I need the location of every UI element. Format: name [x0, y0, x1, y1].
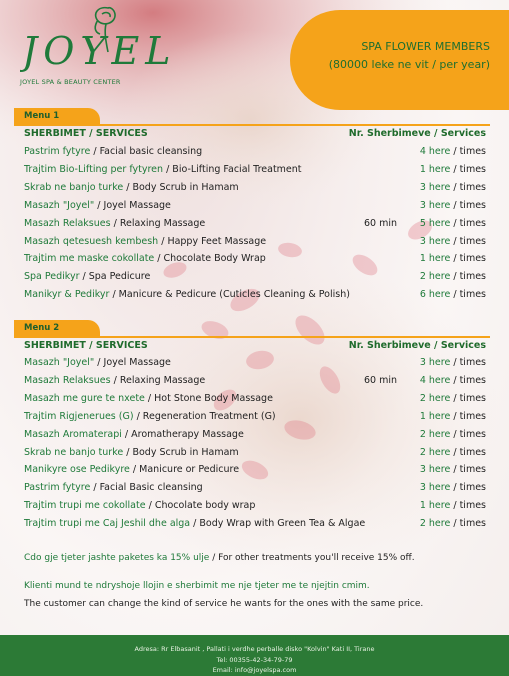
service-unit: times	[459, 410, 486, 422]
service-count: 4 here	[419, 374, 451, 386]
service-count: 3 here	[419, 464, 451, 476]
service-name-sq: Pastrim fytyre	[24, 482, 91, 494]
service-row: Masazh Aromaterapi / Aromatherapy Massage 2 here / times	[24, 428, 486, 440]
menu-1-count-header: Nr. Sherbimeve / Services	[348, 128, 486, 139]
menu-2-services-header: SHERBIMET / SERVICES	[24, 340, 148, 351]
service-name-sq: Masazh Aromaterapi	[24, 428, 122, 440]
service-name-en: Body Scrub in Hamam	[132, 181, 239, 193]
logo-subtitle: JOYEL SPA & BEAUTY CENTER	[20, 78, 121, 86]
service-count: 3 here	[419, 235, 451, 247]
menu-1-services-header: SHERBIMET / SERVICES	[24, 128, 148, 139]
discount-note: Cdo gje tjeter jashte paketes ka 15% ulje / For other treatments you'll receive 15% off.	[24, 553, 415, 563]
service-name-en: Joyel Massage	[103, 357, 171, 368]
service-name-en: Body Scrub in Hamam	[132, 446, 239, 458]
service-count: 2 here	[419, 271, 451, 283]
service-row: Manikyr & Pedikyr / Manicure & Pedicure (Cuticles Cleaning & Polish) 6 here / times	[24, 289, 486, 301]
service-name-en: Spa Pedicure	[88, 271, 151, 283]
service-count: 3 here	[419, 199, 451, 211]
service-name-sq: Trajtim trupi me cokollate	[24, 500, 146, 512]
footer-phone: Tel: 00355-42-34-79-79	[216, 656, 293, 664]
service-count: 3 here	[419, 181, 451, 193]
service-count: 1 here	[419, 163, 451, 175]
service-row: Masazh "Joyel" / Joyel Massage 3 here / times	[24, 357, 486, 368]
service-unit: times	[459, 518, 486, 530]
service-name-sq: Masazh me gure te nxete	[24, 392, 145, 404]
service-count: 3 here	[419, 357, 451, 368]
service-duration: 60 min	[364, 217, 398, 229]
service-row: Trajtim Rigjenerues (G) / Regeneration Treatment (G) 1 here / times	[24, 410, 486, 422]
service-name-sq: Skrab ne banjo turke	[24, 446, 124, 458]
service-count: 4 here	[419, 146, 451, 157]
change-note-en: The customer can change the kind of service he wants for the ones with the same price.	[24, 599, 424, 609]
service-name-en: Manicure & Pedicure (Cuticles Cleaning & Polish)	[118, 289, 350, 301]
service-count: 2 here	[419, 428, 451, 440]
service-row: Skrab ne banjo turke / Body Scrub in Hamam 3 here / times	[24, 181, 486, 193]
service-name-en: Facial Basic cleansing	[99, 482, 203, 494]
service-unit: times	[459, 374, 486, 386]
footer-address: Adresa: Rr Elbasanit , Pallati i verdhe perballe disko "Kolvin" Kati II, Tirane	[134, 645, 375, 653]
service-name-en: Chocolate Body Wrap	[163, 253, 266, 265]
logo-wordmark: JOYEL	[22, 29, 177, 73]
footer-email: Email: info@joyelspa.com	[212, 666, 297, 674]
service-name-sq: Trajtim Bio-Lifting per fytyren	[24, 163, 164, 175]
service-row: Masazh Relaksues / Relaxing Massage 60 min 5 here / times	[24, 217, 486, 229]
service-unit: times	[459, 428, 486, 440]
service-row: Manikyre ose Pedikyre / Manicure or Pedicure 3 here / times	[24, 464, 486, 476]
menu-1-label: Menu 1	[24, 111, 60, 121]
service-name-en: Chocolate body wrap	[154, 500, 256, 512]
service-name-sq: Masazh Relaksues	[24, 374, 111, 386]
service-unit: times	[459, 289, 486, 301]
menu-1-divider	[14, 124, 490, 126]
service-name-en: Bio-Lifting Facial Treatment	[172, 163, 302, 175]
service-unit: times	[459, 500, 486, 512]
service-unit: times	[459, 181, 486, 193]
service-name-sq: Trajtim me maske cokollate	[24, 253, 155, 265]
service-name-sq: Masazh "Joyel"	[24, 199, 95, 211]
membership-card	[290, 10, 509, 110]
service-unit: times	[459, 235, 486, 247]
service-row: Masazh qetesuesh kembesh / Happy Feet Massage 3 here / times	[24, 235, 486, 247]
service-name-sq: Trajtim trupi me Caj Jeshil dhe alga	[24, 518, 191, 530]
service-name-sq: Manikyr & Pedikyr	[24, 289, 110, 301]
service-name-en: Hot Stone Body Massage	[154, 392, 273, 404]
membership-price: (80000 leke ne vit / per year)	[328, 58, 490, 71]
service-count: 1 here	[419, 410, 451, 422]
service-name-sq: Skrab ne banjo turke	[24, 181, 124, 193]
service-unit: times	[459, 464, 486, 476]
service-unit: times	[459, 357, 486, 368]
service-unit: times	[459, 482, 486, 494]
service-row: Trajtim me maske cokollate / Chocolate Body Wrap 1 here / times	[24, 253, 486, 265]
service-name-sq: Pastrim fytyre	[24, 146, 91, 157]
service-unit: times	[459, 253, 486, 265]
service-name-en: Regeneration Treatment (G)	[142, 410, 276, 422]
service-unit: times	[459, 217, 486, 229]
service-row: Trajtim trupi me cokollate / Chocolate body wrap 1 here / times	[24, 500, 486, 512]
service-name-en: Joyel Massage	[103, 199, 171, 211]
service-count: 2 here	[419, 518, 451, 530]
service-row: Masazh "Joyel" / Joyel Massage 3 here / times	[24, 199, 486, 211]
service-name-en: Relaxing Massage	[119, 217, 206, 229]
service-name-en: Happy Feet Massage	[167, 235, 267, 247]
footer-contact	[0, 635, 509, 676]
service-unit: times	[459, 392, 486, 404]
service-unit: times	[459, 271, 486, 283]
service-name-sq: Trajtim Rigjenerues (G)	[24, 410, 134, 422]
service-name-sq: Spa Pedikyr	[24, 271, 80, 283]
service-name-en: Aromatherapy Massage	[131, 428, 244, 440]
service-count: 2 here	[419, 392, 451, 404]
service-unit: times	[459, 146, 486, 157]
service-row: Pastrim fytyre / Facial basic cleansing 4 here / times	[24, 146, 486, 157]
service-name-sq: Manikyre ose Pedikyre	[24, 464, 130, 476]
menu-2-label: Menu 2	[24, 323, 60, 333]
service-row: Trajtim trupi me Caj Jeshil dhe alga / Body Wrap with Green Tea & Algae 2 here / times	[24, 518, 486, 530]
service-count: 2 here	[419, 446, 451, 458]
membership-title: SPA FLOWER MEMBERS	[361, 40, 490, 53]
service-name-en: Body Wrap with Green Tea & Algae	[199, 518, 366, 530]
service-name-sq: Masazh Relaksues	[24, 217, 111, 229]
service-unit: times	[459, 163, 486, 175]
service-count: 1 here	[419, 253, 451, 265]
menu-2-divider	[14, 336, 490, 338]
service-count: 1 here	[419, 500, 451, 512]
menu-2-count-header: Nr. Sherbimeve / Services	[348, 340, 486, 351]
service-row: Skrab ne banjo turke / Body Scrub in Hamam 2 here / times	[24, 446, 486, 458]
service-unit: times	[459, 446, 486, 458]
service-row: Masazh Relaksues / Relaxing Massage 60 min 4 here / times	[24, 374, 486, 386]
service-count: 5 here	[419, 217, 451, 229]
service-name-sq: Masazh "Joyel"	[24, 357, 95, 368]
service-name-en: Facial basic cleansing	[99, 146, 203, 157]
change-note-sq: Klienti mund te ndryshoje llojin e sherbimit me nje tjeter me te njejtin cmim.	[24, 581, 370, 591]
service-row: Trajtim Bio-Lifting per fytyren / Bio-Lifting Facial Treatment 1 here / times	[24, 163, 486, 175]
service-name-sq: Masazh qetesuesh kembesh	[24, 235, 159, 247]
service-duration: 60 min	[364, 374, 398, 386]
service-row: Spa Pedikyr / Spa Pedicure 2 here / times	[24, 271, 486, 283]
service-name-en: Relaxing Massage	[119, 374, 206, 386]
service-unit: times	[459, 199, 486, 211]
service-name-en: Manicure or Pedicure	[139, 464, 240, 476]
service-row: Pastrim fytyre / Facial Basic cleansing 3 here / times	[24, 482, 486, 494]
service-count: 3 here	[419, 482, 451, 494]
service-row: Masazh me gure te nxete / Hot Stone Body Massage 2 here / times	[24, 392, 486, 404]
service-count: 6 here	[419, 289, 451, 301]
